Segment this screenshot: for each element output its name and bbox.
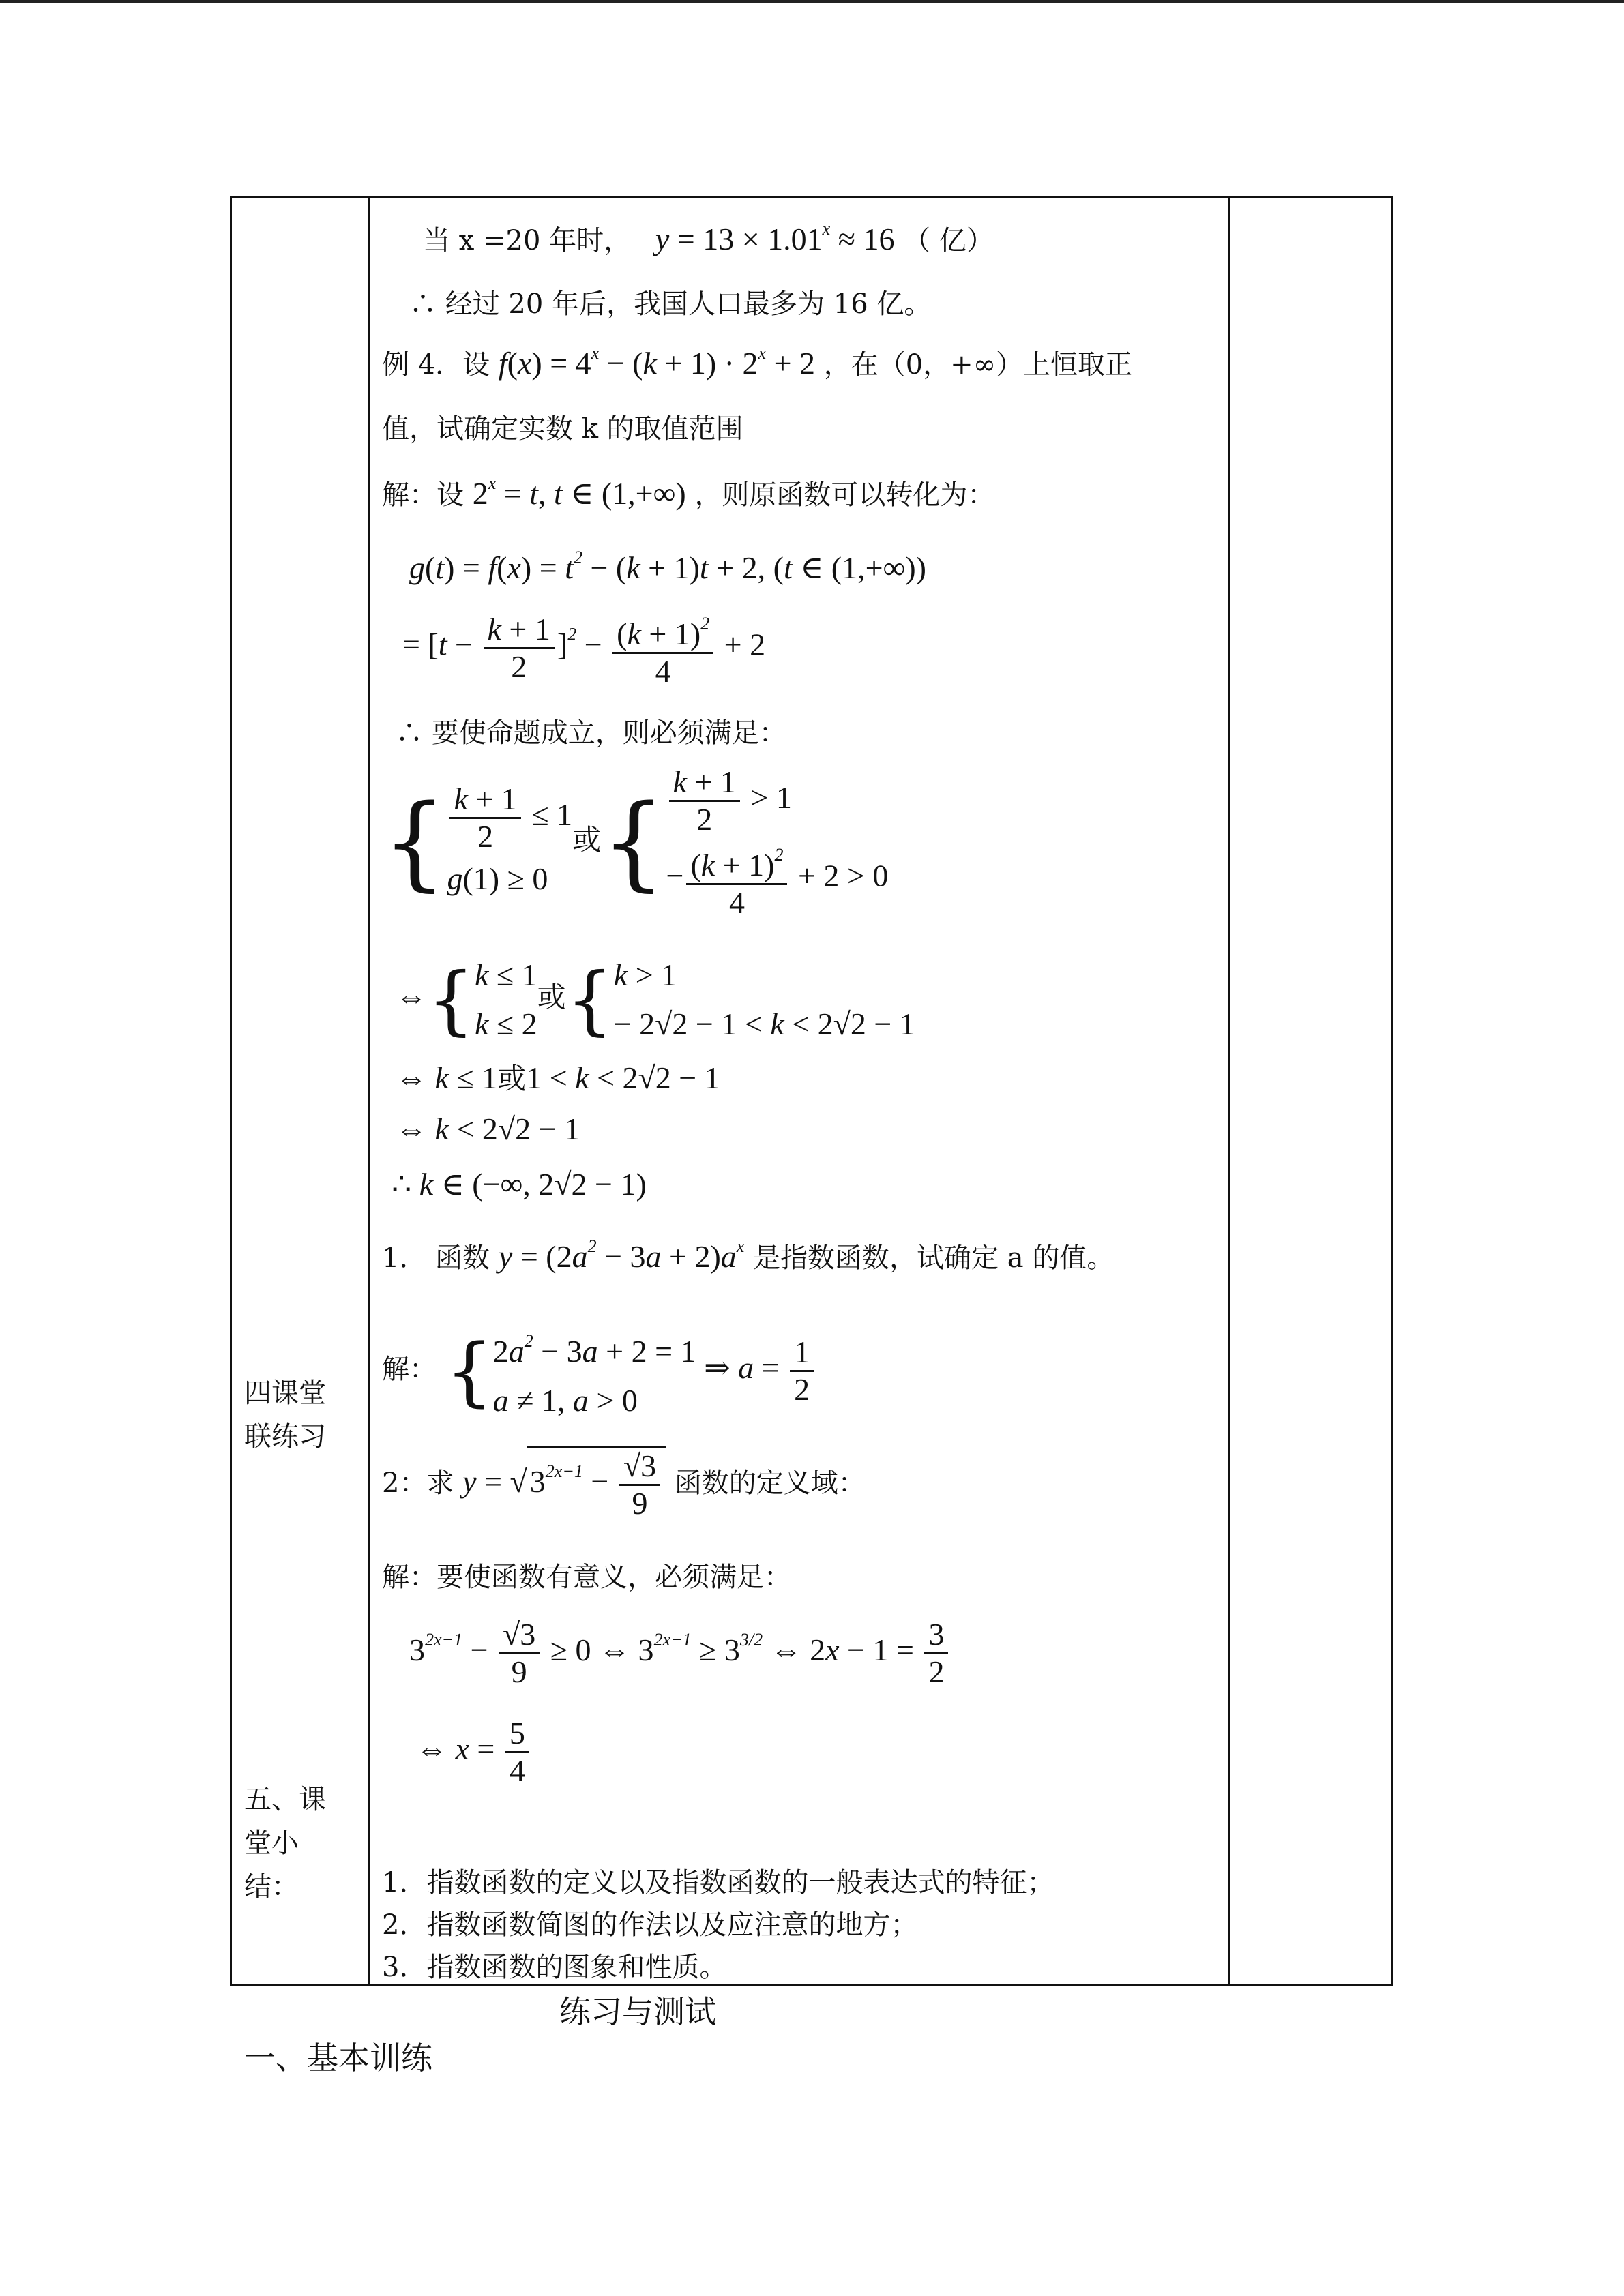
formula-exercise-2: $y = √3^{2x-1}$ − $\frac{√3}{9}$ bbox=[462, 1464, 666, 1499]
formula-exercise-1: $y = (2a^2 - 3a + 2)a^x$ bbox=[498, 1236, 745, 1274]
formula-g: $g(t) = f(x) = t^2 - (k + 1)t + 2$, (t ∈ (1,+∞)) bbox=[409, 548, 926, 585]
label-class-practice bbox=[244, 1371, 326, 1459]
lesson-table bbox=[230, 196, 1393, 1986]
formula-exercise-2-step-2: ⇔ x = $\frac{5}{4}$ bbox=[416, 1716, 532, 1789]
label-class-summary bbox=[244, 1778, 326, 1909]
line-exercise-2: 2：求 $y = √3^{2x-1}$ − $\frac{√3}{9}$ 函数的定义域： bbox=[382, 1446, 866, 1521]
label-line: 堂小 bbox=[244, 1828, 299, 1859]
line-exercise-1: 1． 函数 $y = (2a^2 - 3a + 2)a^x$ 是指数函数，试确定 a 的值。 bbox=[382, 1236, 1114, 1274]
formula-f: $f(x) = 4^x - (k + 1) \cdot 2^x + 2$ bbox=[498, 343, 816, 381]
formula-system-2: ⇔{ k ≤ 1 k ≤ 2 或{ k > 1 − 2√2 − 1 < k < 2√2 − 1 bbox=[396, 956, 915, 1043]
label-line: 联练习 bbox=[244, 1421, 326, 1452]
main-content bbox=[368, 198, 1228, 1984]
line-exercise-1-solution: 解： { $2a^2 - 3a + 2 = 1$ a ≠ 1, a > 0 ⇒ a = $\frac{1}{2}$ bbox=[382, 1317, 816, 1425]
summary-item-2: 2．指数函数简图的作法以及应注意的地方； bbox=[382, 1909, 918, 1941]
formula-step-3: ⇔ k ≤ 1或1 < k < 2√2 − 1 bbox=[396, 1060, 720, 1095]
line-conclusion: ∴ 经过 20 年后，我国人口最多为 16 亿。 bbox=[409, 288, 932, 320]
formula-exercise-2-step-1: $3^{2x-1}$ − $\frac{√3}{9}$ ≥ 0 ⇔ $3^{2x-1} \ge 3^{3/2}$ ⇔ 2x − 1 = $\frac{3}{2}$ bbox=[409, 1617, 951, 1690]
line-example4: 例 4．设 $f(x) = 4^x - (k + 1) \cdot 2^x + 2$ ，在（0，+∞）上恒取正 bbox=[382, 343, 1133, 381]
line-population: 当 x =20 年时， $y = 13 \times 1.01^x \approx 16$ （ 亿） bbox=[423, 219, 994, 256]
formula-substitution: $2^x = t$, t ∈ (1,+∞) bbox=[472, 473, 686, 511]
label-line: 五、课 bbox=[244, 1784, 326, 1815]
label-line: 四课堂 bbox=[244, 1377, 326, 1409]
line-substitution: 解：设 $2^x = t$, t ∈ (1,+∞) ，则原函数可以转化为： bbox=[382, 473, 995, 511]
formula-system-1: { $\frac{k + 1}{2}$ ≤ 1 g(1) ≥ 0 或{ $\frac{k + 1}{2}$ > 1 − $\frac{(k + 1)^2}{4}$ + 2 > 0 bbox=[382, 764, 889, 920]
practice-heading: 练习与测试 bbox=[559, 1993, 716, 2030]
line-example4-cont: 值，试确定实数 k 的取值范围 bbox=[382, 413, 743, 445]
line-requirement: ∴ 要使命题成立，则必须满足： bbox=[396, 717, 786, 749]
formula-g-completed-square: = [t − $\frac{k + 1}{2}$ ]$^2$ − $\frac{(k + 1)^2}{4}$ + 2 bbox=[402, 606, 765, 689]
section-title: 一、基本训练 bbox=[244, 2040, 432, 2076]
line-exercise-2-solution: 解：要使函数有意义，必须满足： bbox=[382, 1562, 791, 1593]
summary-item-1: 1．指数函数的定义以及指数函数的一般表达式的特征； bbox=[382, 1867, 1054, 1898]
label-line: 结： bbox=[244, 1871, 299, 1903]
formula-population: $y = 13 \times 1.01^x \approx 16$ bbox=[639, 219, 895, 256]
formula-result: ∴ k ∈ (−∞, 2√2 − 1) bbox=[392, 1167, 647, 1202]
formula-step-4: ⇔ k < 2√2 − 1 bbox=[396, 1112, 580, 1146]
page-top-border bbox=[0, 0, 1624, 3]
column-divider-2 bbox=[1228, 198, 1230, 1984]
summary-item-3: 3．指数函数的图象和性质。 bbox=[382, 1952, 727, 1983]
